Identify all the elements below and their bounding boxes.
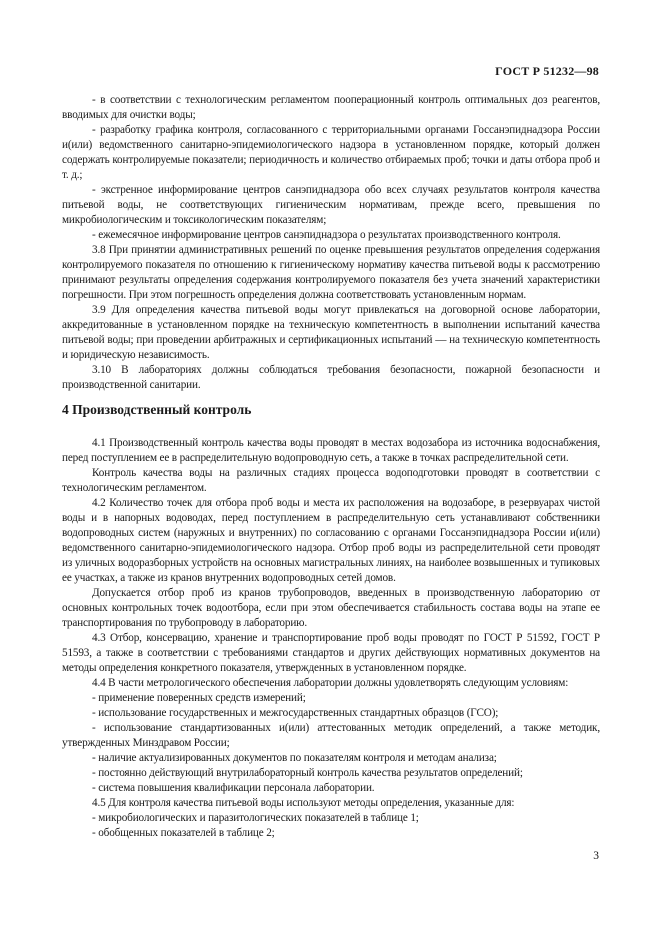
page-number: 3 xyxy=(593,850,599,862)
paragraph-emergency-notification: - экстренное информирование центров санэпиднадзора обо всех случаях результатов контроля качества питьевой воды, не соответствующих гигиеническим нормативам, прежде всего, превышения по микробиологическим и токсикологическим показателям; xyxy=(62,184,600,226)
paragraph-pipeline-sampling: Допускается отбор проб из кранов трубопроводов, введенных в производственную лабораторию от основных контрольных точек водоотбора, если при этом обеспечивается стабильность состава воды на этапе ее транспортирования по трубопроводу в лабораторию. xyxy=(62,587,600,629)
paragraph-treatment-stage-control: Контроль качества воды на различных стадиях процесса водоподготовки проводят в соответствии с технологическим регламентом. xyxy=(62,467,600,494)
list-item-generalized-table-2: - обобщенных показателей в таблице 2; xyxy=(92,827,275,839)
paragraph-3-8: 3.8 При принятии административных решений по оценке превышения результатов определения содержания контролируемого показателя по отношению к гигиеническому нормативу качества питьевой воды к рассмотрению принимают результаты определения содержания контролируемого показателя без учета значений характеристики погрешности. При этом погрешность определения должна соответствовать установленным нормам. xyxy=(62,244,600,301)
list-item-reference-samples: - использование государственных и межгосударственных стандартных образцов (ГСО); xyxy=(92,707,499,719)
paragraph-monthly-notification: - ежемесячное информирование центров санэпиднадзора о результатах производственного контроля. xyxy=(92,229,561,241)
list-item-verified-instruments: - применение поверенных средств измерений; xyxy=(92,692,306,704)
list-item-standardized-methods: - использование стандартизованных и(или) аттестованных методик определений, а также методик, утвержденных Минздравом России; xyxy=(62,722,600,749)
paragraph-3-10: 3.10 В лабораториях должны соблюдаться требования безопасности, пожарной безопасности и производственной санитарии. xyxy=(62,364,600,391)
list-item-microbiological-table-1: - микробиологических и паразитологических показателей в таблице 1; xyxy=(92,812,419,824)
paragraph-4-4: 4.4 В части метрологического обеспечения лаборатории должны удовлетворять следующим условиям: xyxy=(92,677,569,689)
section-4-heading: 4 Производственный контроль xyxy=(62,402,252,417)
paragraph-reagent-dose-control: - в соответствии с технологическим регламентом пооперационный контроль оптимальных доз реагентов, вводимых для очистки воды; xyxy=(62,94,600,121)
paragraph-control-schedule: - разработку графика контроля, согласованного с территориальными органами Госсанэпиднадзора России и(или) ведомственного санитарно-эпидемиологического надзора в установленном порядке, который должен содержать контролируемые показатели; периодичность и количество отбираемых проб; точки и даты отбора проб и т. д.; xyxy=(62,124,600,181)
paragraph-4-2: 4.2 Количество точек для отбора проб воды и места их расположения на водозаборе, в резервуарах чистой воды и в напорных водоводах, перед поступлением в распределительную сеть устанавливают собственники водопроводных систем (наружных и внутренних) по согласованию с органами Госсанэпиднадзора России и(или) ведомственного санитарно-эпидемиологического надзора. Отбор проб воды из распределительной сети проводят из уличных водоразборных устройств на основных магистральных линиях, на наиболее возвышенных и тупиковых ее участках, а также из кранов внутренних водопроводных сетей домов. xyxy=(62,497,600,584)
list-item-updated-documents: - наличие актуализированных документов по показателям контроля и методам анализа; xyxy=(92,752,497,764)
list-item-staff-training: - система повышения квалификации персонала лаборатории. xyxy=(92,782,375,794)
body-text-section-4 xyxy=(62,436,600,841)
paragraph-4-1: 4.1 Производственный контроль качества воды проводят в местах водозабора из источника водоснабжения, перед поступлением ее в распределительную водопроводную сеть, а также в точках распределительной сети. xyxy=(62,437,600,464)
paragraph-3-9: 3.9 Для определения качества питьевой воды могут привлекаться на договорной основе лаборатории, аккредитованные в установленном порядке на техническую компетентность в выполнении испытаний качества питьевой воды; при проведении арбитражных и сертификационных испытаний — на техническую компетентность и юридическую независимость. xyxy=(62,304,600,361)
body-text-clause-3-continued xyxy=(62,93,600,393)
document-code: ГОСТ Р 51232—98 xyxy=(495,64,599,78)
paragraph-4-3: 4.3 Отбор, консервацию, хранение и транспортирование проб воды проводят по ГОСТ Р 51592, ГОСТ Р 51593, а также в соответствии с требованиями стандартов и других действующих нормативных документов на методы определения конкретного показателя, утвержденных в установленном порядке. xyxy=(62,632,600,674)
list-item-internal-quality-control: - постоянно действующий внутрилабораторный контроль качества результатов определений; xyxy=(92,767,523,779)
paragraph-4-5: 4.5 Для контроля качества питьевой воды используют методы определения, указанные для: xyxy=(92,797,515,809)
